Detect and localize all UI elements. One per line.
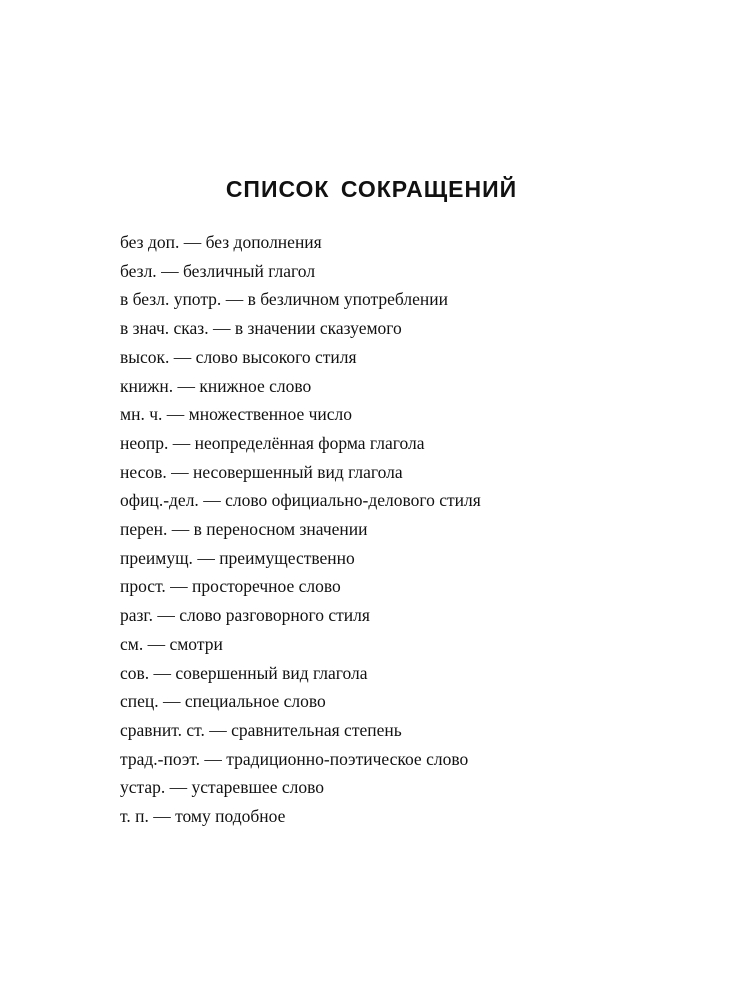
abbreviation: спец. — xyxy=(120,691,185,711)
abbreviation: устар. — xyxy=(120,777,192,797)
abbreviation-meaning: тому подобное xyxy=(175,806,286,827)
abbreviation-meaning: специальное слово xyxy=(184,691,326,712)
abbreviation-meaning: слово официально-делового стиля xyxy=(225,490,481,511)
abbreviation-meaning: несовершенный вид глагола xyxy=(192,461,403,482)
abbreviation-meaning: неопределённая форма глагола xyxy=(194,432,425,453)
abbreviation: трад.-поэт. — xyxy=(120,749,226,769)
list-item xyxy=(120,773,481,802)
list-item xyxy=(120,630,481,659)
list-item xyxy=(120,343,481,372)
list-item xyxy=(120,601,481,630)
abbreviation-meaning: традиционно-поэтическое слово xyxy=(226,748,469,769)
abbreviation-meaning: без дополнения xyxy=(205,232,322,252)
abbreviation: высок. — xyxy=(120,347,196,367)
abbreviation: неопр. — xyxy=(120,433,195,453)
abbreviation-meaning: книжное слово xyxy=(199,375,312,396)
abbreviation: мн. ч. — xyxy=(120,404,189,424)
abbreviation-meaning: сравнительная степень xyxy=(231,719,402,740)
list-item xyxy=(120,515,481,544)
list-item xyxy=(120,687,481,716)
abbreviation-meaning: в безличном употреблении xyxy=(247,289,448,310)
list-item xyxy=(120,458,481,487)
list-item xyxy=(120,802,481,831)
list-item xyxy=(120,285,481,314)
abbreviation: в знач. сказ. — xyxy=(120,318,235,338)
abbreviation: книжн. — xyxy=(120,376,199,396)
list-item xyxy=(120,314,481,343)
abbreviation-meaning: преимущественно xyxy=(219,547,355,568)
list-item xyxy=(120,372,481,401)
list-item xyxy=(120,659,481,688)
abbreviation: сов. — xyxy=(120,663,175,683)
page-title: СПИСОК СОКРАЩЕНИЙ xyxy=(225,176,518,202)
abbreviation: несов. — xyxy=(120,462,193,482)
abbreviation: перен. — xyxy=(120,519,194,539)
abbreviation-meaning: в значении сказуемого xyxy=(234,318,402,339)
abbreviation: прост. — xyxy=(120,576,192,596)
abbreviation: т. п. — xyxy=(120,806,175,826)
abbreviation-meaning: устаревшее слово xyxy=(191,777,324,798)
list-item xyxy=(120,400,481,429)
abbreviation-list xyxy=(120,228,481,831)
abbreviation-meaning: совершенный вид глагола xyxy=(175,662,368,683)
list-item xyxy=(120,228,481,257)
abbreviation: безл. — xyxy=(120,261,183,281)
abbreviation: в безл. употр. — xyxy=(120,289,248,309)
list-item xyxy=(120,745,481,774)
abbreviation-meaning: безличный глагол xyxy=(182,260,316,281)
list-item xyxy=(120,429,481,458)
list-item xyxy=(120,572,481,601)
abbreviation: см. — xyxy=(120,634,169,654)
abbreviation: сравнит. ст. — xyxy=(120,720,231,740)
abbreviation: преимущ. — xyxy=(120,548,219,568)
abbreviation-meaning: множественное число xyxy=(188,404,353,425)
abbreviation-meaning: слово разговорного стиля xyxy=(179,605,370,626)
list-item xyxy=(120,544,481,573)
abbreviation: разг. — xyxy=(120,605,179,625)
list-item xyxy=(120,257,481,286)
abbreviation-meaning: смотри xyxy=(169,633,223,654)
list-item xyxy=(120,716,481,745)
abbreviation-meaning: в переносном значении xyxy=(193,519,368,540)
list-item xyxy=(120,486,481,515)
abbreviation: без доп. — xyxy=(120,232,206,252)
abbreviation: офиц.-дел. — xyxy=(120,490,225,510)
abbreviation-meaning: просторечное слово xyxy=(192,576,341,597)
abbreviation-meaning: слово высокого стиля xyxy=(195,346,357,367)
